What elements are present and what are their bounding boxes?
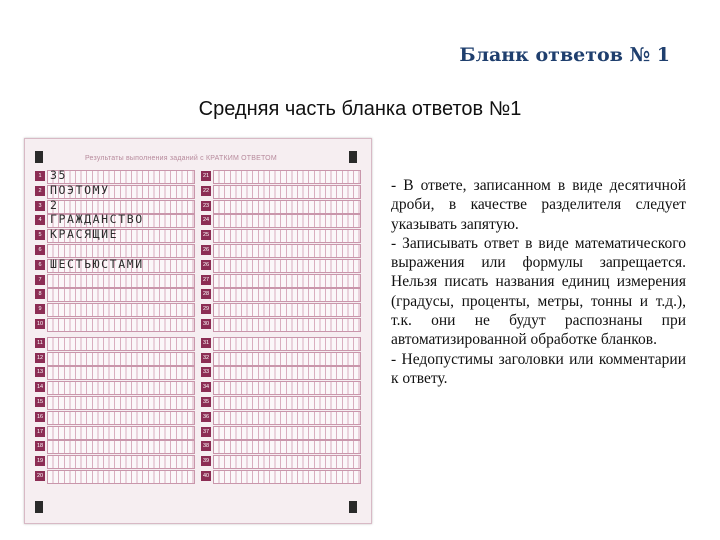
answer-cells <box>213 185 361 199</box>
answer-number: 11 <box>35 338 45 348</box>
answer-row <box>33 439 193 454</box>
answer-cells <box>47 426 195 440</box>
answer-cells <box>47 470 195 484</box>
answer-cells <box>47 274 195 288</box>
answer-cells <box>213 170 361 184</box>
form-header: Результаты выполнения заданий с КРАТКИМ ОТВЕТОМ <box>85 155 277 162</box>
answer-cells <box>47 455 195 469</box>
answer-number: 15 <box>36 398 44 405</box>
answer-cells <box>213 229 361 243</box>
answer-cells <box>213 440 361 454</box>
answer-number: 29 <box>202 306 210 313</box>
answer-cells <box>213 396 361 410</box>
answer-number: 14 <box>36 384 44 391</box>
answer-row <box>33 365 193 380</box>
answer-number: 38 <box>202 443 210 450</box>
answer-row <box>199 425 359 440</box>
answer-row <box>199 199 359 214</box>
answer-number: 1 <box>35 171 45 181</box>
answer-cells <box>213 259 361 273</box>
answer-row <box>199 439 359 454</box>
answer-number: 3 <box>35 201 45 211</box>
answer-row <box>33 213 193 228</box>
slide-title: Бланк ответов № 1 <box>459 44 670 66</box>
answer-form-image <box>24 138 372 524</box>
answer-cells <box>213 455 361 469</box>
answer-row <box>33 273 193 288</box>
answer-number: 5 <box>35 230 45 240</box>
answer-row <box>199 336 359 351</box>
answer-number: 40 <box>202 472 210 479</box>
corner-marker <box>349 151 357 163</box>
answer-number: 16 <box>36 413 44 420</box>
answer-number: 30 <box>202 320 210 327</box>
answer-row <box>33 169 193 184</box>
answer-number: 12 <box>36 354 44 361</box>
instruction-item: - Недопустимы заголовки или комментарии к ответу. <box>391 350 686 387</box>
answer-row <box>33 243 193 258</box>
handwritten-answer: ШЕСТЬЮСТАМИ <box>50 256 144 271</box>
answer-row <box>199 228 359 243</box>
answer-number: 22 <box>202 187 210 194</box>
answer-number: 27 <box>202 276 210 283</box>
answer-row <box>199 410 359 425</box>
corner-marker <box>349 501 357 513</box>
answer-row <box>199 184 359 199</box>
instructions <box>391 176 686 388</box>
answer-cells <box>213 200 361 214</box>
answer-number: 26 <box>202 261 210 268</box>
answer-cells <box>213 366 361 380</box>
answer-row <box>33 336 193 351</box>
corner-marker <box>35 151 43 163</box>
answer-row <box>33 395 193 410</box>
answer-cells <box>213 288 361 302</box>
answer-number: 2 <box>35 186 45 196</box>
answer-number: 31 <box>202 339 210 346</box>
answer-row <box>33 469 193 484</box>
answer-number: 4 <box>35 215 45 225</box>
answer-row <box>33 184 193 199</box>
answer-cells <box>47 440 195 454</box>
answer-row <box>33 454 193 469</box>
handwritten-answer: ГРАЖДАНСТВО <box>50 212 144 227</box>
answer-row <box>33 380 193 395</box>
answer-row <box>199 317 359 332</box>
answer-number: 10 <box>36 320 44 327</box>
answer-number: 17 <box>36 428 44 435</box>
answer-number: 6 <box>35 260 45 270</box>
answer-number: 6 <box>35 245 45 255</box>
answer-number: 33 <box>202 369 210 376</box>
answer-row <box>199 351 359 366</box>
answer-cells <box>213 426 361 440</box>
handwritten-answer: КРАСЯЩИЕ <box>50 227 119 242</box>
answer-row <box>33 258 193 273</box>
answer-number: 8 <box>35 289 45 299</box>
instruction-item: - Записывать ответ в виде математического выражения или формулы запрещается. Нельзя писать названия единиц измерения (градусы, проценты, метры, тонны и т.д.), т.к. они не будут распознаны при автоматизированной обработке бланков. <box>391 234 686 349</box>
answer-number: 39 <box>202 458 210 465</box>
answer-cells <box>213 381 361 395</box>
answer-cells <box>47 366 195 380</box>
answer-number: 36 <box>202 413 210 420</box>
answer-number: 24 <box>202 217 210 224</box>
answer-row <box>33 199 193 214</box>
answer-row <box>199 454 359 469</box>
answer-row <box>33 410 193 425</box>
answer-column-left <box>33 169 193 484</box>
answer-row <box>199 469 359 484</box>
answer-number: 7 <box>35 275 45 285</box>
answer-row <box>199 302 359 317</box>
answer-row <box>33 425 193 440</box>
answer-number: 21 <box>202 173 210 179</box>
answer-number: 26 <box>202 246 210 253</box>
answer-cells <box>213 411 361 425</box>
answer-number: 23 <box>202 202 210 209</box>
answer-row <box>33 302 193 317</box>
answer-cells <box>213 470 361 484</box>
answer-number: 34 <box>202 384 210 391</box>
answer-cells <box>213 244 361 258</box>
answer-row <box>33 317 193 332</box>
handwritten-answer: 2 <box>50 197 59 212</box>
answer-row <box>199 169 359 184</box>
answer-number: 25 <box>202 232 210 239</box>
answer-number: 18 <box>36 443 44 450</box>
answer-cells <box>213 352 361 366</box>
answer-row <box>33 351 193 366</box>
answer-cells <box>47 318 195 332</box>
answer-row <box>33 228 193 243</box>
answer-row <box>199 213 359 228</box>
answer-row <box>199 395 359 410</box>
answer-number: 32 <box>202 354 210 361</box>
answer-number: 20 <box>36 472 44 479</box>
answer-cells <box>47 381 195 395</box>
answer-number: 19 <box>36 458 44 465</box>
answer-row <box>33 287 193 302</box>
answer-cells <box>213 214 361 228</box>
answer-number: 9 <box>35 304 45 314</box>
answer-column-right <box>199 169 359 484</box>
answer-number: 37 <box>202 428 210 435</box>
answer-row <box>199 380 359 395</box>
answer-cells <box>47 303 195 317</box>
answer-cells <box>213 318 361 332</box>
answer-row <box>199 287 359 302</box>
handwritten-answer: ПОЭТОМУ <box>50 182 110 197</box>
answer-row <box>199 258 359 273</box>
answer-cells <box>213 274 361 288</box>
answer-cells <box>47 411 195 425</box>
answer-cells <box>213 337 361 351</box>
answer-row <box>199 243 359 258</box>
handwritten-answer: 35 <box>50 168 68 182</box>
answer-row <box>199 273 359 288</box>
slide-subtitle: Средняя часть бланка ответов №1 <box>198 98 522 120</box>
answer-cells <box>47 396 195 410</box>
answer-cells <box>47 288 195 302</box>
answer-row <box>199 365 359 380</box>
corner-marker <box>35 501 43 513</box>
answer-number: 35 <box>202 398 210 405</box>
answer-number: 28 <box>202 291 210 298</box>
answer-cells <box>47 352 195 366</box>
answer-cells <box>47 337 195 351</box>
answer-number: 13 <box>36 369 44 376</box>
instruction-item: - В ответе, записанном в виде десятичной дроби, в качестве разделителя следует указывать запятую. <box>391 177 686 233</box>
answer-cells <box>213 303 361 317</box>
